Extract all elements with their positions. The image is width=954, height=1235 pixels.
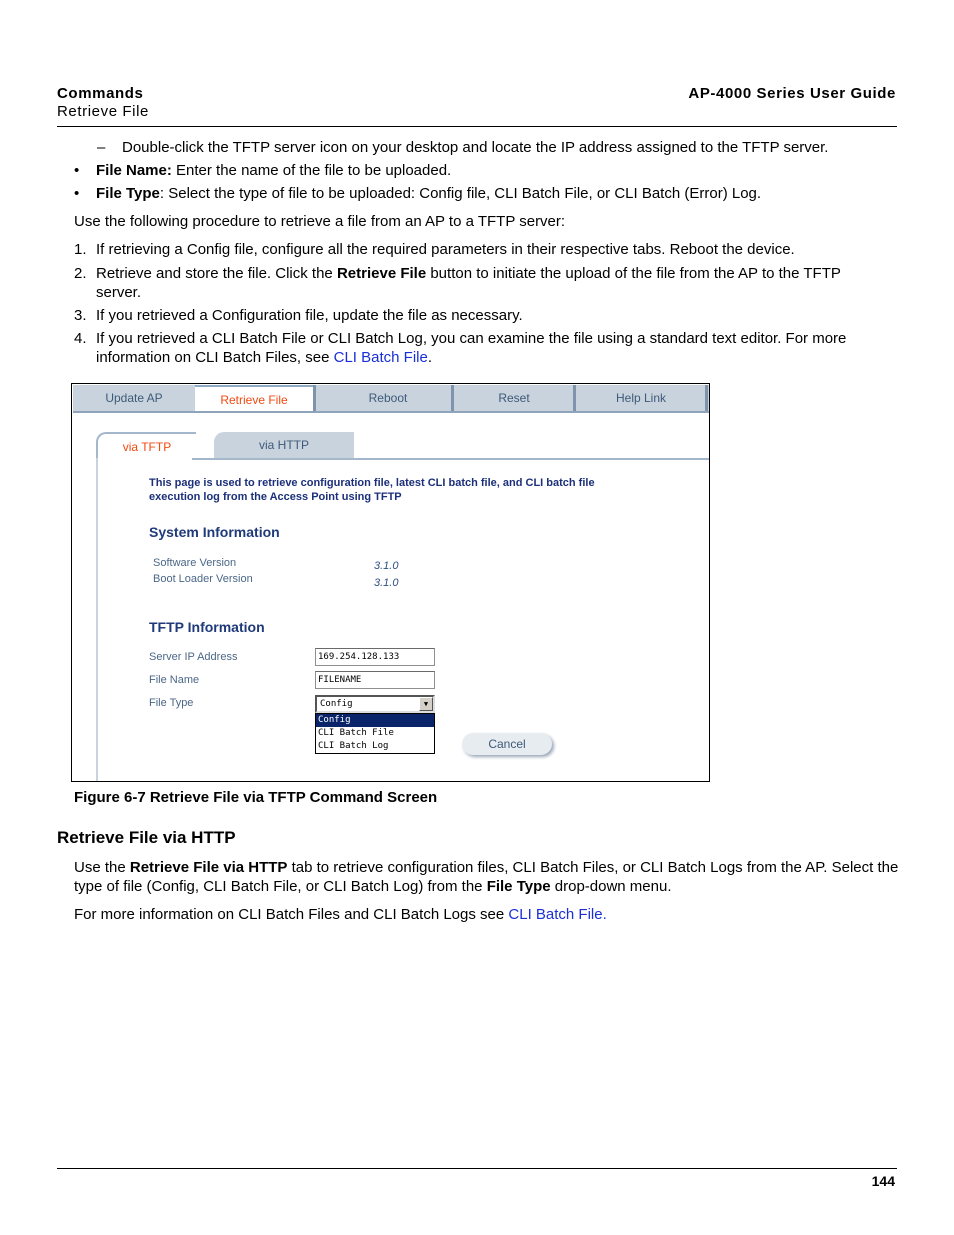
bullet-file-name — [96, 161, 886, 180]
figure-caption: Figure 6-7 Retrieve File via TFTP Command Screen — [74, 789, 438, 806]
http-paragraph-1 — [74, 858, 904, 896]
dash-item: Double-click the TFTP server icon on your desktop and locate the IP address assigned to the TFTP server. — [122, 139, 829, 156]
step-4-post: . — [427, 349, 433, 366]
dash-marker: – — [97, 139, 106, 156]
file-type-options — [315, 713, 435, 754]
system-information-heading: System Information — [149, 524, 280, 540]
file-name-label: File Name — [149, 674, 200, 686]
file-type-select[interactable] — [315, 695, 435, 713]
top-tab-rule — [73, 411, 710, 413]
tab-reset[interactable]: Reset — [498, 391, 530, 405]
boot-loader-version-value: 3.1.0 — [374, 577, 399, 589]
boot-loader-version-label: Boot Loader Version — [153, 573, 253, 585]
text-run-bold: File Type — [486, 878, 551, 895]
tab-separator — [451, 385, 454, 412]
text-run: drop-down menu. — [550, 878, 672, 895]
tab-separator — [705, 385, 708, 412]
page-intro: This page is used to retrieve configuration file, latest CLI batch file, and CLI batch file execution log from the Access Point using TFTP — [149, 477, 595, 503]
step-number: 1. — [74, 241, 87, 258]
tab-retrieve-file[interactable]: Retrieve File — [195, 385, 313, 412]
tab-help-link[interactable]: Help Link — [615, 391, 667, 405]
cli-batch-file-link[interactable]: CLI Batch File — [333, 349, 428, 366]
step-number: 2. — [74, 265, 87, 282]
bullet-file-type — [96, 184, 886, 203]
software-version-label: Software Version — [153, 557, 237, 569]
file-type-selected: Config — [320, 699, 353, 709]
header-rule — [57, 126, 897, 127]
tab-via-tftp[interactable]: via TFTP — [96, 432, 196, 458]
file-name-input[interactable]: FILENAME — [315, 671, 435, 689]
section-heading: Retrieve File via HTTP — [57, 828, 236, 847]
http-paragraph-2 — [74, 905, 904, 924]
option-config[interactable]: Config — [316, 714, 434, 727]
tftp-information-heading: TFTP Information — [149, 619, 265, 635]
header-section: Commands — [57, 85, 144, 102]
text-run: . — [602, 906, 607, 923]
text-run: For more information on CLI Batch Files and CLI Batch Logs see — [74, 906, 509, 923]
server-ip-label: Server IP Address — [149, 651, 238, 663]
bullet-marker: • — [74, 185, 80, 202]
step-number: 3. — [74, 307, 87, 324]
tab-via-http[interactable]: via HTTP — [214, 432, 354, 458]
text-run: Use the — [74, 859, 130, 876]
sub-tab-rule — [192, 458, 710, 460]
text-run: tab to retrieve configuration files, CLI Batch Files, or CLI Batch Logs from the AP. Select the type of file (Config, CLI Batch File, or CLI Batch Log) from the — [74, 859, 899, 895]
tab-update-ap[interactable]: Update AP — [105, 391, 163, 405]
bullet-marker: • — [74, 162, 80, 179]
procedure-intro: Use the following procedure to retrieve a file from an AP to a TFTP server: — [74, 213, 566, 230]
step-2 — [96, 264, 886, 302]
footer-rule — [57, 1168, 897, 1169]
cancel-button[interactable]: Cancel — [462, 733, 552, 755]
cli-batch-file-link[interactable]: CLI Batch File — [508, 906, 603, 923]
bullet-file-type-label: File Type — [96, 185, 160, 202]
step-2-pre: Retrieve and store the file. Click the — [96, 265, 337, 282]
server-ip-input[interactable]: 169.254.128.133 — [315, 648, 435, 666]
step-4 — [96, 329, 886, 367]
bullet-file-type-text: : Select the type of file to be uploaded: Config file, CLI Batch File, or CLI Batch (Error) Log. — [159, 185, 762, 202]
tab-separator — [573, 385, 576, 412]
retrieve-file-tftp-screenshot — [71, 383, 710, 782]
tab-separator — [313, 385, 316, 412]
step-number: 4. — [74, 330, 87, 347]
page-number: 144 — [871, 1173, 895, 1189]
chevron-down-icon[interactable]: ▼ — [419, 697, 433, 711]
tab-reboot[interactable]: Reboot — [368, 391, 408, 405]
step-1: If retrieving a Config file, configure all the required parameters in their respective tabs. Reboot the device. — [96, 241, 795, 258]
file-type-label: File Type — [149, 697, 194, 709]
top-tab-bar — [73, 385, 710, 412]
step-2-post: button to initiate the upload of the file from the AP to the TFTP server. — [96, 265, 841, 301]
panel-left-border — [96, 458, 98, 782]
step-3: If you retrieved a Configuration file, update the file as necessary. — [96, 307, 523, 324]
bullet-file-name-text: Enter the name of the file to be uploaded. — [171, 162, 452, 179]
header-subsection: Retrieve File — [57, 103, 149, 120]
software-version-value: 3.1.0 — [374, 560, 399, 572]
option-cli-batch-file[interactable]: CLI Batch File — [318, 728, 394, 738]
running-header-left — [57, 85, 149, 120]
text-run-bold: Retrieve File via HTTP — [129, 859, 288, 876]
step-2-bold: Retrieve File — [336, 265, 427, 282]
bullet-file-name-label: File Name: — [96, 162, 172, 179]
option-cli-batch-log[interactable]: CLI Batch Log — [318, 741, 389, 751]
step-4-pre: If you retrieved a CLI Batch File or CLI Batch Log, you can examine the file using a standard text editor. For more information on CLI Batch Files, see — [96, 330, 847, 366]
header-guide-title: AP-4000 Series User Guide — [688, 85, 896, 102]
